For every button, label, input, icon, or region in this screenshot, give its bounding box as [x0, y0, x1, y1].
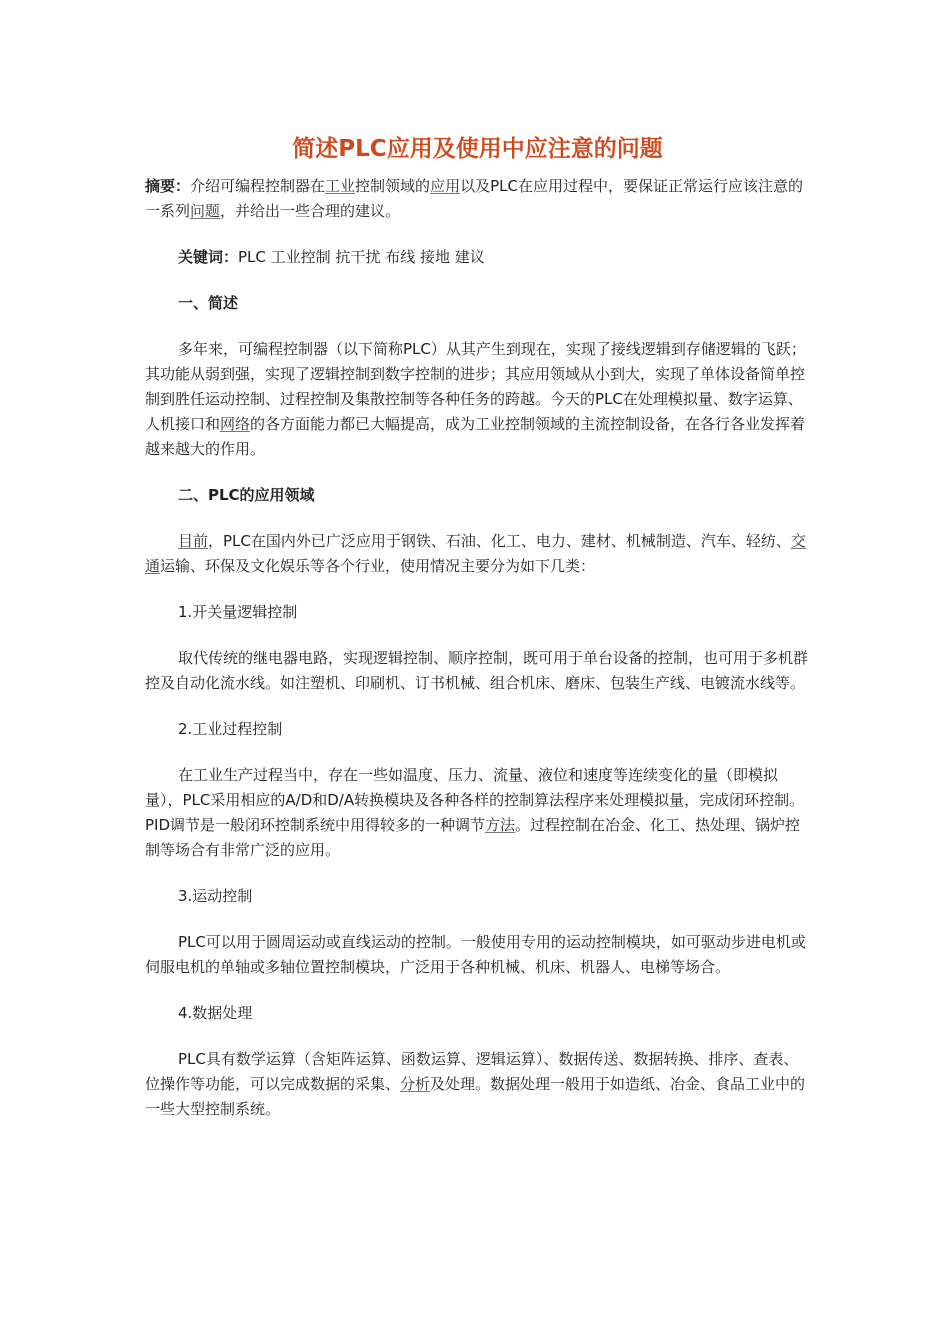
section-2-intro-text-b: 运输、环保及文化娱乐等各个行业，使用情况主要分为如下几类：	[160, 557, 596, 575]
abstract-text-4: ，并给出一些合理的建议。	[220, 202, 401, 220]
subsection-4-text-b: 及处理。数据处理一般用于如造纸、冶金、食品工业中的一些大型控制系统。	[145, 1075, 806, 1118]
keywords-label: 关键词：	[178, 248, 239, 266]
subsection-1-heading: 1.开关量逻辑控制	[178, 603, 298, 621]
section-2-heading: 二、PLC的应用领域	[178, 486, 315, 504]
abstract-text-3: 以及PLC在应用过程中，要保证正常运行应该注意的一系列	[145, 177, 803, 220]
section-2-intro-paragraph	[145, 529, 810, 579]
link-industry[interactable]: 工业	[325, 177, 356, 195]
subsection-2-text-a: 在工业生产过程当中，存在一些如温度、压力、流量、液位和速度等连续变化的量（即模拟量），PLC采用相应的A/D和D/A转换模块及各种各样的控制算法程序来处理模拟量，完成闭环控制。PID调节是一般闭环控制系统中用得较多的一种调节	[145, 766, 805, 834]
section-1-heading: 一、简述	[178, 294, 239, 312]
section-1-text-a: 多年来，可编程控制器（以下简称PLC）从其产生到现在，实现了接线逻辑到存储逻辑的飞跃；其功能从弱到强，实现了逻辑控制到数字控制的进步；其应用领域从小到大，实现了单体设备简单控制到胜任运动控制、过程控制及集散控制等各种任务的跨越。今天的PLC在处理模拟量、数字运算、人机接口和	[145, 340, 806, 433]
document-title: 简述PLC应用及使用中应注意的问题	[292, 136, 663, 162]
subsection-2-text-b: 。过程控制在冶金、化工、热处理、锅炉控制等场合有非常广泛的应用。	[145, 816, 801, 859]
subsection-2-heading: 2.工业过程控制	[178, 720, 283, 738]
subsection-3-paragraph: PLC可以用于圆周运动或直线运动的控制。一般使用专用的运动控制模块，如可驱动步进电机或伺服电机的单轴或多轴位置控制模块，广泛用于各种机械、机床、机器人、电梯等场合。	[145, 933, 806, 976]
subsection-4-heading: 4.数据处理	[178, 1004, 253, 1022]
abstract-text-2: 控制领域的	[355, 177, 431, 195]
section-2-intro-text-a: ，PLC在国内外已广泛应用于钢铁、石油、化工、电力、建材、机械制造、汽车、轻纺、	[208, 532, 791, 550]
section-1-text-b: 的各方面能力都已大幅提高，成为工业控制领域的主流控制设备，在各行各业发挥着越来越大的作用。	[145, 415, 806, 458]
subsection-4-paragraph	[145, 1047, 810, 1122]
link-problem[interactable]: 问题	[190, 202, 221, 220]
document-body	[145, 132, 810, 1143]
subsection-2-paragraph	[145, 763, 810, 863]
link-application[interactable]: 应用	[430, 177, 461, 195]
abstract-paragraph	[145, 174, 810, 224]
subsection-1-paragraph: 取代传统的继电器电路，实现逻辑控制、顺序控制，既可用于单台设备的控制，也可用于多机群控及自动化流水线。如注塑机、印刷机、订书机械、组合机床、磨床、包装生产线、电镀流水线等。	[145, 649, 809, 692]
subsection-3-heading: 3.运动控制	[178, 887, 253, 905]
link-traffic[interactable]: 交通	[145, 532, 806, 575]
abstract-label: 摘要：	[145, 177, 191, 195]
section-1-paragraph	[145, 337, 810, 462]
link-method[interactable]: 方法	[485, 816, 516, 834]
keywords-paragraph	[145, 245, 810, 270]
keywords-text: PLC 工业控制 抗干扰 布线 接地 建议	[238, 248, 485, 266]
subsection-4-text-a: PLC具有数学运算（含矩阵运算、函数运算、逻辑运算）、数据传送、数据转换、排序、查表、位操作等功能，可以完成数据的采集、	[145, 1050, 799, 1093]
link-network[interactable]: 网络	[220, 415, 251, 433]
link-currently[interactable]: 目前	[178, 532, 209, 550]
link-analysis[interactable]: 分析	[400, 1075, 431, 1093]
abstract-text-1: 介绍可编程控制器在	[190, 177, 326, 195]
